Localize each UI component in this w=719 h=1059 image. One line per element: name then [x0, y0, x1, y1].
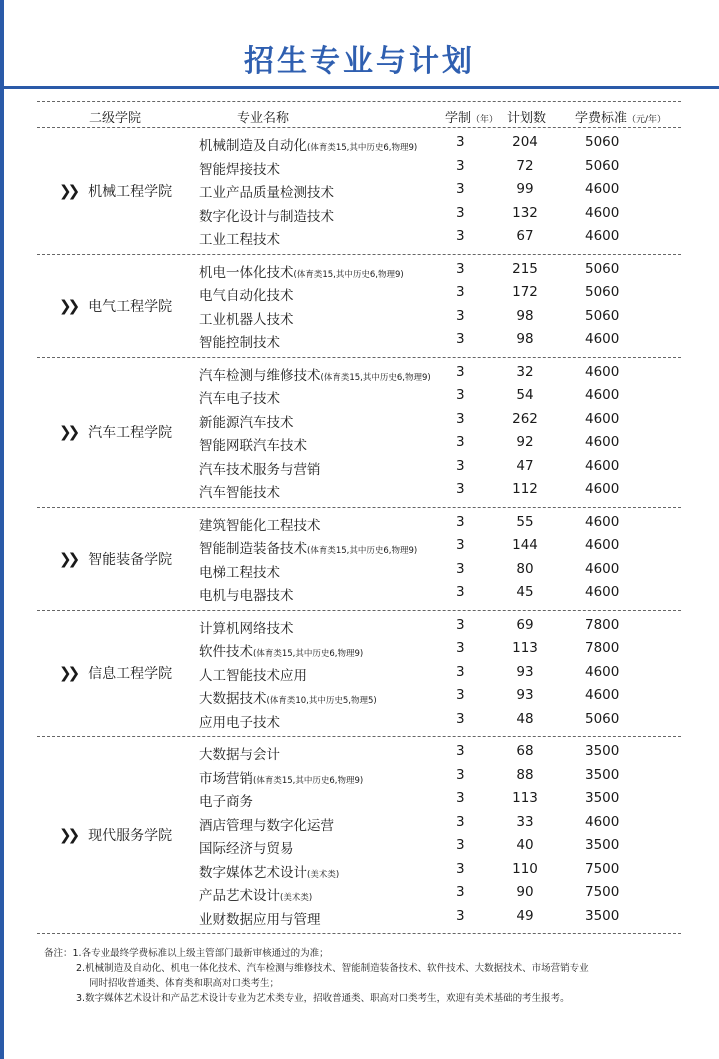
major-note: (体育类15,其中历史6,物理9) [253, 649, 364, 659]
fee-cell: 4600 [585, 457, 620, 474]
major-name-cell [199, 411, 294, 431]
major-name-cell [199, 261, 404, 281]
years-cell: 3 [456, 790, 465, 806]
major-name: 工业工程技术 [199, 232, 280, 248]
years-cell: 3 [456, 813, 465, 830]
major-name-cell [199, 387, 280, 407]
years-cell: 3 [456, 687, 465, 703]
plan-cell: 113 [512, 640, 538, 656]
table-row [37, 226, 681, 250]
plan-cell: 45 [516, 584, 534, 600]
fee-cell: 4600 [585, 560, 620, 577]
plan-cell: 33 [516, 813, 534, 830]
years-cell: 3 [456, 410, 465, 427]
major-name-cell [199, 711, 280, 731]
major-note: (体育类15,其中历史6,物理9) [293, 269, 404, 280]
college-group [37, 736, 681, 933]
major-name: 汽车检测与维修技术 [199, 367, 321, 384]
college-group [37, 357, 681, 507]
years-cell: 3 [456, 584, 465, 600]
fee-cell: 3500 [585, 837, 620, 853]
college-name: 电气工程学院 [88, 298, 173, 315]
years-cell: 3 [456, 181, 465, 197]
major-name-cell [199, 364, 431, 384]
plan-cell: 68 [516, 743, 534, 759]
plan-cell: 113 [512, 790, 538, 806]
major-name: 工业机器人技术 [199, 311, 294, 328]
fee-cell: 5060 [585, 157, 620, 174]
years-cell: 3 [456, 640, 465, 656]
major-name-cell [199, 158, 280, 178]
major-name: 智能制造装备技术 [199, 541, 307, 557]
major-name-cell [199, 790, 253, 810]
years-cell: 3 [456, 228, 465, 244]
fee-cell: 4600 [585, 584, 620, 600]
plan-cell: 88 [516, 766, 534, 783]
major-name: 大数据技术 [199, 691, 267, 707]
table-row [37, 306, 681, 330]
major-name: 产品艺术设计 [199, 888, 280, 904]
major-name: 人工智能技术应用 [199, 667, 307, 684]
college-group [37, 507, 681, 610]
years-cell: 3 [456, 837, 465, 853]
plan-cell: 172 [512, 284, 538, 300]
table-row [37, 132, 681, 156]
title-underline [0, 86, 719, 89]
fee-cell: 4600 [585, 481, 620, 497]
table-row [37, 859, 681, 883]
fee-cell: 4600 [585, 434, 620, 450]
fee-cell: 5060 [585, 307, 620, 324]
plan-cell: 55 [516, 513, 534, 530]
double-chevron-icon: ❯❯ [59, 664, 77, 683]
header-major: 专业名称 [237, 111, 290, 126]
plan-cell: 67 [516, 228, 534, 244]
college-group [37, 254, 681, 357]
table-row [37, 709, 681, 733]
fee-cell: 4600 [585, 663, 620, 680]
plan-cell: 72 [516, 157, 534, 174]
table-row [37, 906, 681, 930]
major-name: 机电一体化技术 [199, 264, 294, 281]
table-body [37, 127, 681, 933]
header-fee: 学费标准（元/年） [575, 111, 667, 126]
table-row [37, 432, 681, 456]
double-chevron-icon: ❯❯ [59, 296, 77, 315]
plan-cell: 69 [516, 616, 534, 633]
table-row [37, 685, 681, 709]
table-header [37, 102, 681, 127]
major-name: 智能网联汽车技术 [199, 438, 307, 454]
years-cell: 3 [456, 284, 465, 300]
table-row [37, 582, 681, 606]
major-name-cell [199, 814, 334, 834]
table-row [37, 362, 681, 386]
years-cell: 3 [456, 743, 465, 759]
major-name-cell [199, 584, 294, 604]
major-name: 业财数据应用与管理 [199, 911, 321, 928]
college-name: 汽车工程学院 [88, 425, 173, 441]
plan-cell: 47 [516, 457, 534, 474]
major-note: (体育类15,其中历史6,物理9) [253, 775, 364, 786]
years-cell: 3 [456, 260, 465, 277]
years-cell: 3 [456, 513, 465, 530]
college-group [37, 127, 681, 254]
plan-cell: 204 [512, 134, 538, 150]
years-cell: 3 [456, 331, 465, 347]
fee-cell: 5060 [585, 710, 620, 727]
fee-cell: 3500 [585, 743, 620, 759]
fee-cell: 5060 [585, 260, 620, 277]
plan-cell: 132 [512, 204, 538, 221]
plan-cell: 32 [516, 363, 534, 380]
years-cell: 3 [456, 860, 465, 877]
major-name-cell [199, 537, 417, 557]
major-name: 数字化设计与制造技术 [199, 208, 334, 225]
plan-cell: 49 [516, 907, 534, 924]
major-name-cell [199, 617, 294, 637]
major-name: 软件技术 [199, 644, 253, 660]
plan-cell: 48 [516, 710, 534, 727]
double-chevron-icon: ❯❯ [59, 423, 77, 441]
years-cell: 3 [456, 457, 465, 474]
table-row [37, 765, 681, 789]
table-row [37, 882, 681, 906]
years-cell: 3 [456, 481, 465, 497]
note-line-2b: 同时招收普通类、体育类和职高对口类考生； [89, 978, 280, 989]
major-note: (体育类10,其中历史5,物理5) [266, 696, 377, 706]
major-name: 智能焊接技术 [199, 161, 280, 178]
fee-cell: 4600 [585, 331, 620, 347]
page-title: 招生专业与计划 [244, 44, 475, 79]
plan-cell: 90 [516, 884, 534, 900]
years-cell: 3 [456, 710, 465, 727]
major-name: 电子商务 [199, 794, 253, 810]
table-row [37, 638, 681, 662]
major-name: 汽车电子技术 [199, 391, 280, 407]
major-name: 计算机网络技术 [199, 620, 294, 637]
fee-cell: 4600 [585, 687, 620, 703]
years-cell: 3 [456, 907, 465, 924]
table-row [37, 456, 681, 480]
table-row [37, 156, 681, 180]
major-name-cell [199, 434, 307, 454]
major-name-cell [199, 743, 280, 763]
major-name: 智能控制技术 [199, 335, 280, 351]
major-name: 数字媒体艺术设计 [199, 864, 307, 881]
table-row [37, 385, 681, 409]
years-cell: 3 [456, 363, 465, 380]
double-chevron-icon: ❯❯ [59, 549, 77, 568]
note-line-3: 3.数字媒体艺术设计和产品艺术设计专业为艺术类专业，招收普通类、职高对口类考生，欢迎有美术基础的考生报考。 [76, 993, 570, 1004]
years-cell: 3 [456, 307, 465, 324]
major-name: 国际经济与贸易 [199, 841, 294, 857]
major-note: (体育类15,其中历史6,物理9) [307, 546, 418, 556]
years-cell: 3 [456, 560, 465, 577]
college-name: 智能装备学院 [88, 551, 173, 568]
plan-cell: 93 [516, 663, 534, 680]
fee-cell: 4600 [585, 228, 620, 244]
header-fee-unit: （元/年） [627, 115, 667, 125]
major-name-cell [199, 331, 280, 351]
header-years-unit: （年） [471, 115, 499, 125]
plan-cell: 93 [516, 687, 534, 703]
major-name-cell [199, 481, 280, 501]
table-row [37, 179, 681, 203]
years-cell: 3 [456, 387, 465, 403]
major-name-cell [199, 861, 339, 881]
notes-section [44, 946, 684, 1006]
table-row [37, 835, 681, 859]
major-name-cell [199, 228, 280, 248]
table-row [37, 203, 681, 227]
plan-cell: 144 [512, 537, 538, 553]
plan-cell: 40 [516, 837, 534, 853]
major-name-cell [199, 664, 307, 684]
major-note: (美术类) [307, 869, 340, 880]
major-name: 酒店管理与数字化运营 [199, 817, 334, 834]
header-plan: 计划数 [507, 111, 547, 126]
major-name-cell [199, 205, 334, 225]
header-years: 学制（年） [445, 111, 499, 126]
table-bottom-divider [37, 933, 681, 934]
fee-cell: 7500 [585, 884, 620, 900]
years-cell: 3 [456, 616, 465, 633]
major-name-cell [199, 837, 294, 857]
plan-cell: 110 [512, 860, 538, 877]
plan-cell: 215 [512, 260, 538, 277]
enrollment-table [37, 101, 681, 934]
years-cell: 3 [456, 204, 465, 221]
major-name-cell [199, 767, 363, 787]
major-name: 工业产品质量检测技术 [199, 185, 334, 201]
major-note: (美术类) [280, 893, 313, 903]
plan-cell: 99 [516, 181, 534, 197]
fee-cell: 4600 [585, 181, 620, 197]
fee-cell: 4600 [585, 537, 620, 553]
plan-cell: 80 [516, 560, 534, 577]
plan-cell: 92 [516, 434, 534, 450]
fee-cell: 4600 [585, 410, 620, 427]
fee-cell: 3500 [585, 766, 620, 783]
major-name-cell [199, 908, 321, 928]
table-row [37, 741, 681, 765]
table-row [37, 615, 681, 639]
major-name-cell [199, 181, 334, 201]
plan-cell: 262 [512, 410, 538, 427]
major-name-cell [199, 458, 321, 478]
table-row [37, 259, 681, 283]
college-name: 信息工程学院 [88, 666, 173, 683]
plan-cell: 98 [516, 307, 534, 324]
fee-cell: 4600 [585, 387, 620, 403]
major-name-cell [199, 687, 377, 707]
major-name-cell [199, 284, 294, 304]
note-line-2: 2.机械制造及自动化、机电一体化技术、汽车检测与维修技术、智能制造装备技术、软件技术、大数据技术、市场营销专业 [76, 963, 589, 974]
years-cell: 3 [456, 134, 465, 150]
plan-cell: 98 [516, 331, 534, 347]
major-name: 大数据与会计 [199, 747, 280, 763]
double-chevron-icon: ❯❯ [59, 181, 77, 200]
fee-cell: 4600 [585, 513, 620, 530]
major-note: (体育类15,其中历史6,物理9) [307, 143, 418, 153]
header-college: 二级学院 [89, 111, 142, 126]
years-cell: 3 [456, 157, 465, 174]
table-row [37, 282, 681, 306]
fee-cell: 4600 [585, 204, 620, 221]
major-name: 应用电子技术 [199, 714, 280, 731]
major-name: 新能源汽车技术 [199, 414, 294, 431]
major-name: 电梯工程技术 [199, 564, 280, 581]
fee-cell: 7800 [585, 616, 620, 633]
fee-cell: 7500 [585, 860, 620, 877]
major-name-cell [199, 134, 417, 154]
years-cell: 3 [456, 766, 465, 783]
major-name: 建筑智能化工程技术 [199, 517, 321, 534]
note-line-1: 备注：1.各专业最终学费标准以上级主管部门最新审核通过的为准； [44, 948, 329, 959]
fee-cell: 5060 [585, 284, 620, 300]
major-name: 电机与电器技术 [199, 588, 294, 604]
table-row [37, 662, 681, 686]
major-note: (体育类15,其中历史6,物理9) [320, 372, 431, 383]
table-row [37, 812, 681, 836]
plan-cell: 112 [512, 481, 538, 497]
major-name: 汽车技术服务与营销 [199, 461, 321, 478]
table-row [37, 535, 681, 559]
table-row [37, 329, 681, 353]
college-name: 机械工程学院 [88, 183, 173, 200]
table-row [37, 409, 681, 433]
college-group [37, 610, 681, 737]
major-name-cell [199, 884, 312, 904]
major-name: 市场营销 [199, 770, 253, 787]
major-name-cell [199, 514, 321, 534]
fee-cell: 4600 [585, 813, 620, 830]
years-cell: 3 [456, 884, 465, 900]
years-cell: 3 [456, 434, 465, 450]
years-cell: 3 [456, 663, 465, 680]
double-chevron-icon: ❯❯ [59, 826, 77, 844]
college-name: 现代服务学院 [88, 828, 173, 844]
major-name: 汽车智能技术 [199, 485, 280, 501]
table-row [37, 512, 681, 536]
major-name: 电气自动化技术 [199, 288, 294, 304]
years-cell: 3 [456, 537, 465, 553]
table-row [37, 559, 681, 583]
major-name: 机械制造及自动化 [199, 138, 307, 154]
left-accent-bar [0, 0, 4, 1059]
major-name-cell [199, 640, 363, 660]
plan-cell: 54 [516, 387, 534, 403]
fee-cell: 7800 [585, 640, 620, 656]
table-row [37, 788, 681, 812]
major-name-cell [199, 561, 280, 581]
fee-cell: 3500 [585, 790, 620, 806]
table-row [37, 479, 681, 503]
fee-cell: 3500 [585, 907, 620, 924]
major-name-cell [199, 308, 294, 328]
fee-cell: 4600 [585, 363, 620, 380]
fee-cell: 5060 [585, 134, 620, 150]
